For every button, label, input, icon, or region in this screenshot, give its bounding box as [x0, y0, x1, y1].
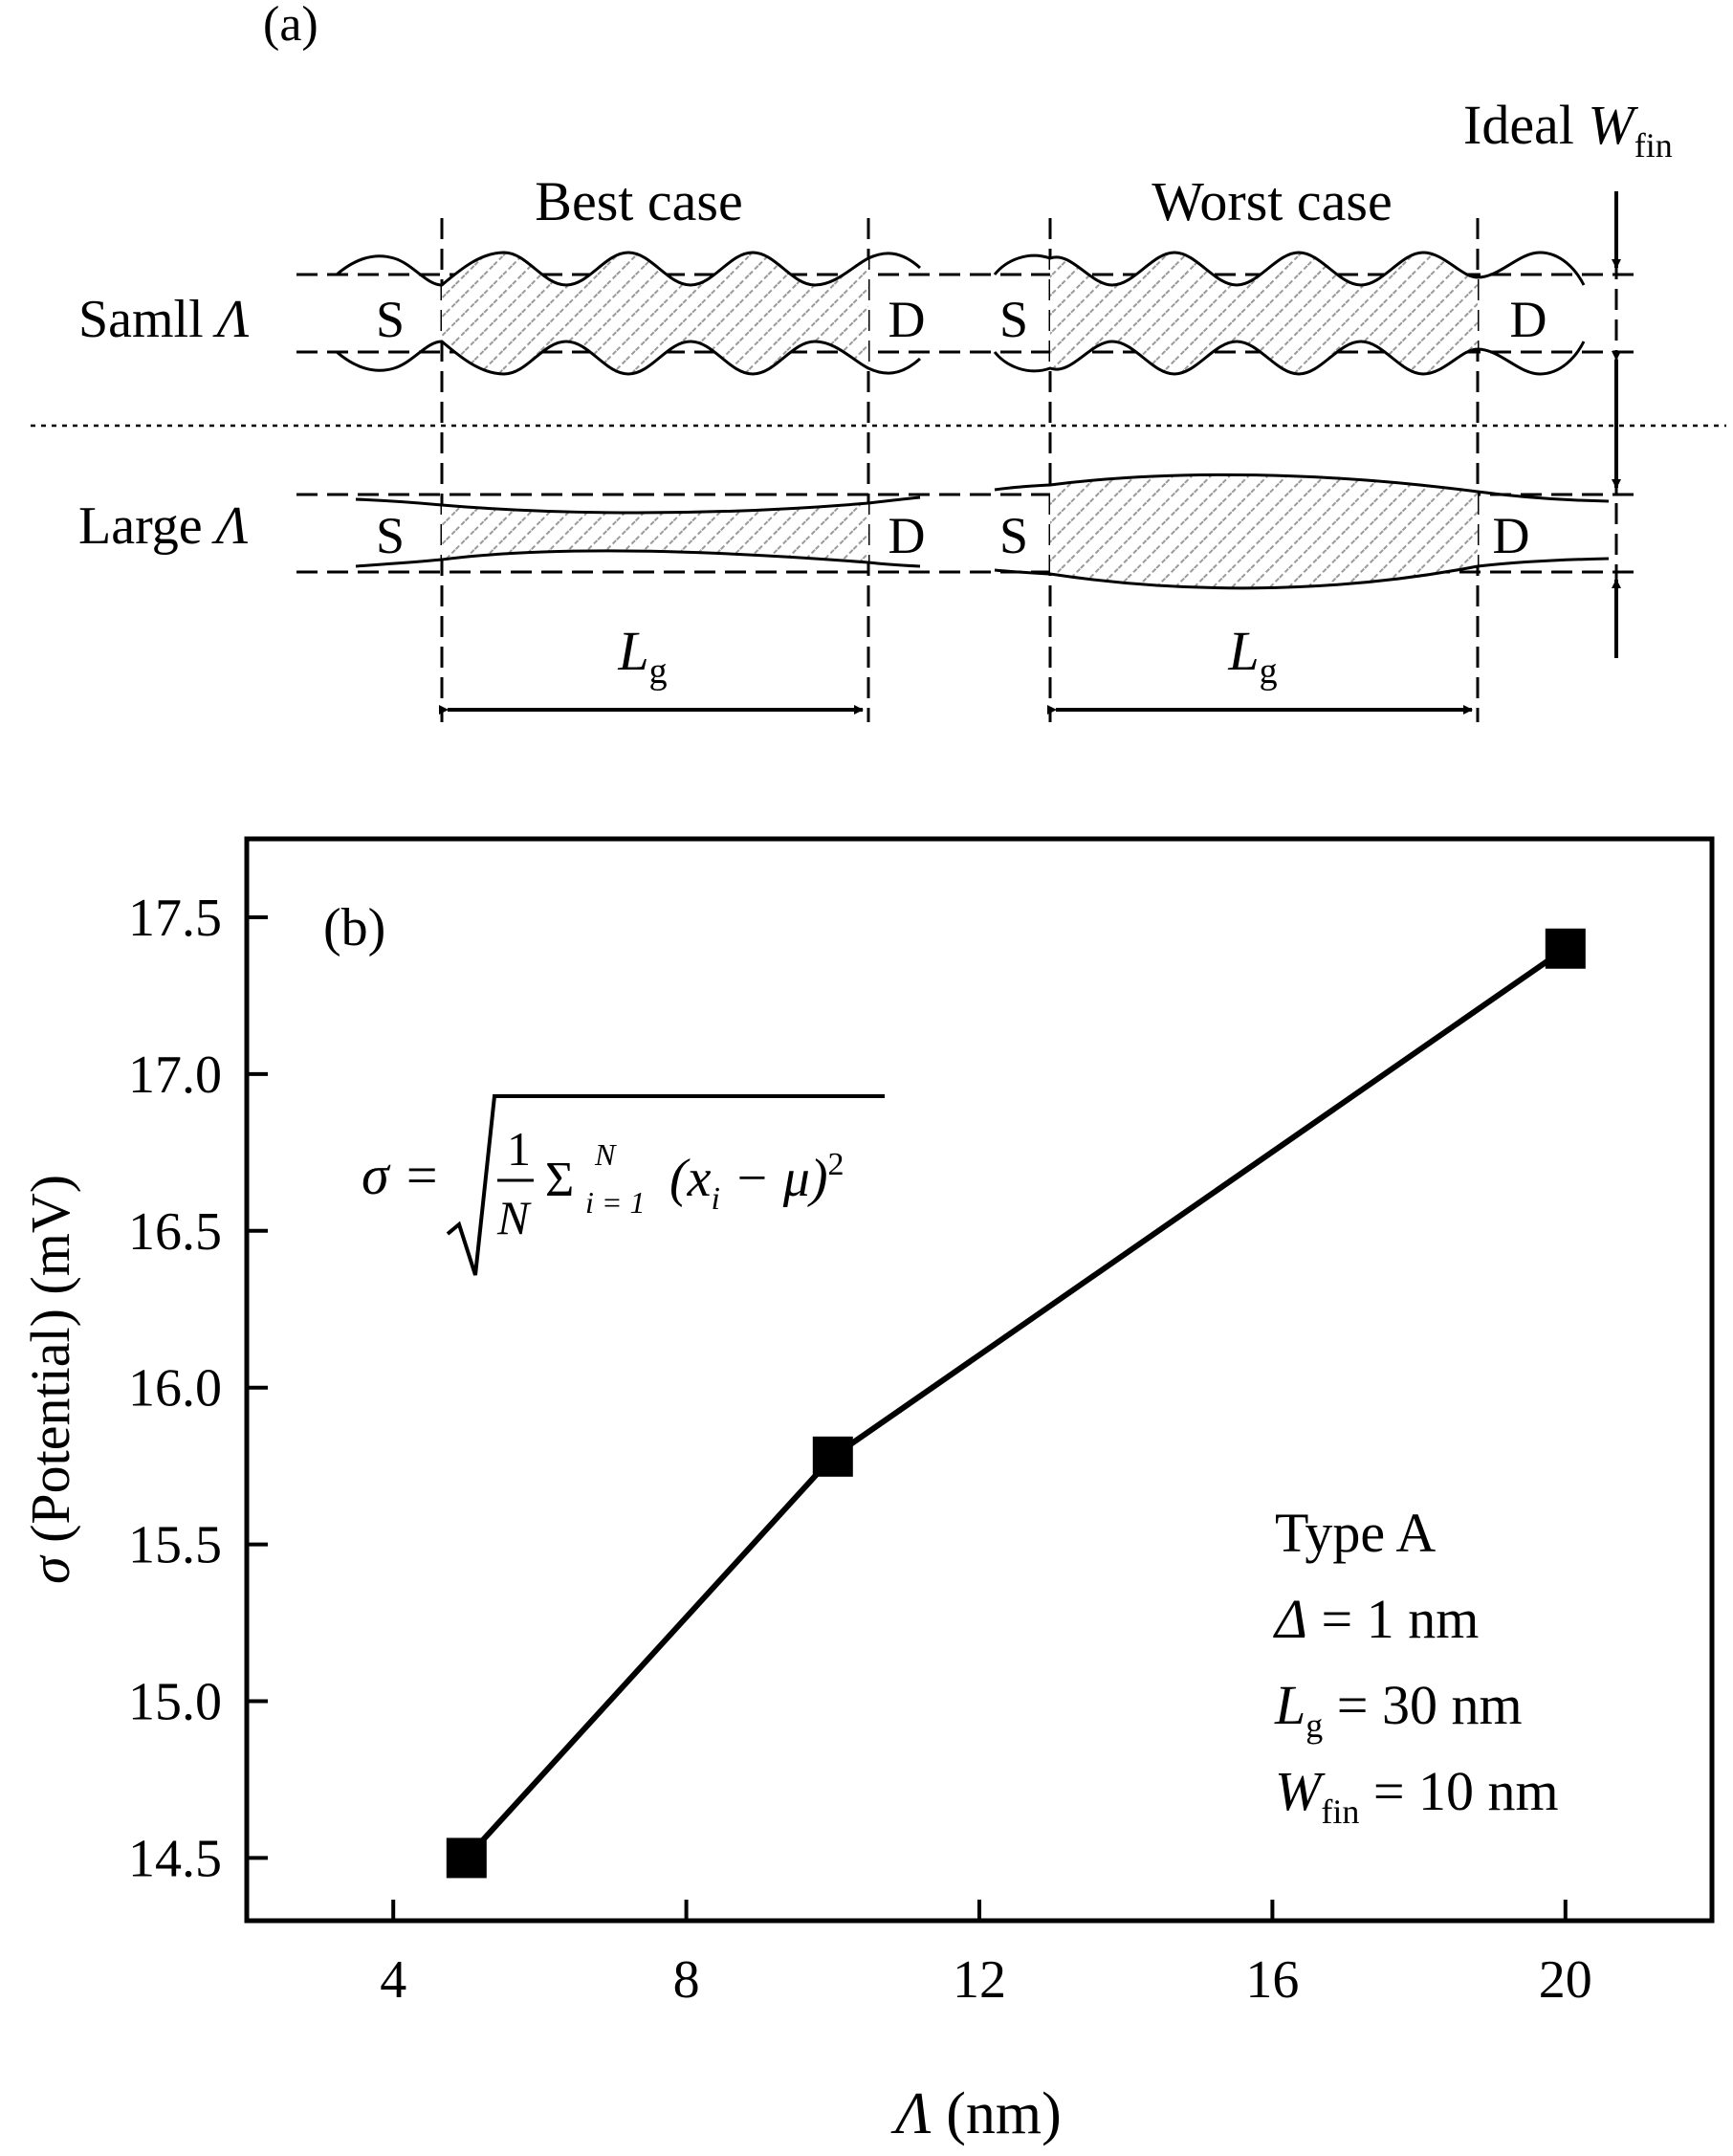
source-label: S — [375, 291, 406, 348]
y-tick-label: 15.0 — [128, 1672, 222, 1732]
formula-sum-sup: N — [595, 1137, 616, 1172]
drain-label: D — [888, 291, 926, 348]
x-tick-label: 8 — [672, 1950, 700, 2010]
drain-label: D — [1509, 291, 1547, 348]
ideal-wfin-label: Ideal $W_{fin}$ — [1463, 94, 1673, 165]
formula-lhs: σ = — [362, 1144, 441, 1206]
data-point-marker — [1546, 929, 1586, 969]
annotation-delta: Δ = 1 nm — [1275, 1588, 1480, 1650]
source-label: S — [375, 507, 406, 564]
y-tick-label: 15.5 — [128, 1515, 222, 1575]
x-ticks — [380, 1900, 1592, 2010]
x-axis-label: Λ (nm) — [895, 2081, 1062, 2146]
row-label-large: Large Λ — [78, 496, 249, 556]
std-formula — [362, 1096, 885, 1275]
y-tick-label: 17.5 — [128, 888, 222, 948]
x-tick-label: 16 — [1245, 1950, 1300, 2010]
x-tick-label: 20 — [1538, 1950, 1592, 2010]
data-point-marker — [447, 1837, 487, 1878]
x-tick-label: 4 — [380, 1950, 407, 2010]
fin-small-best-channel — [442, 253, 868, 374]
x-tick-label: 12 — [953, 1950, 1006, 2010]
formula-body: $(x_i - \mu)^2$ — [669, 1147, 845, 1217]
best-case-title: Best case — [535, 170, 743, 232]
formula-frac-den: N — [497, 1191, 530, 1244]
y-tick-label: 16.5 — [128, 1201, 222, 1262]
data-point-marker — [813, 1437, 853, 1477]
y-tick-label: 14.5 — [128, 1829, 222, 1889]
formula-frac-num: 1 — [507, 1122, 531, 1176]
source-label: S — [998, 291, 1029, 348]
gate-length-label: $L_g$ — [618, 620, 668, 692]
fin-large-worst-channel — [1050, 474, 1478, 587]
row-label-small: Samll Λ — [78, 290, 250, 349]
panel-b-label: (b) — [323, 898, 386, 957]
y-axis-label: σ (Potential) (mV) — [19, 1174, 81, 1585]
annotation-wfin: $W_{fin} = 10$ nm — [1275, 1760, 1559, 1831]
drain-label: D — [1492, 507, 1530, 564]
gate-length-label: $L_g$ — [1228, 620, 1278, 692]
panel-a — [31, 0, 1726, 722]
source-label: S — [998, 507, 1029, 564]
formula-sum: Σ — [545, 1153, 575, 1207]
y-tick-label: 16.0 — [128, 1358, 222, 1419]
panel-b-chart — [19, 839, 1712, 2146]
annotation-lg: $L_g = 30$ nm — [1275, 1674, 1523, 1745]
panel-a-label: (a) — [263, 0, 318, 52]
annotation-type: Type A — [1275, 1502, 1437, 1564]
worst-case-title: Worst case — [1152, 170, 1393, 232]
y-tick-label: 17.0 — [128, 1045, 222, 1105]
formula-sum-sub: i = 1 — [585, 1185, 646, 1220]
drain-label: D — [888, 507, 926, 564]
